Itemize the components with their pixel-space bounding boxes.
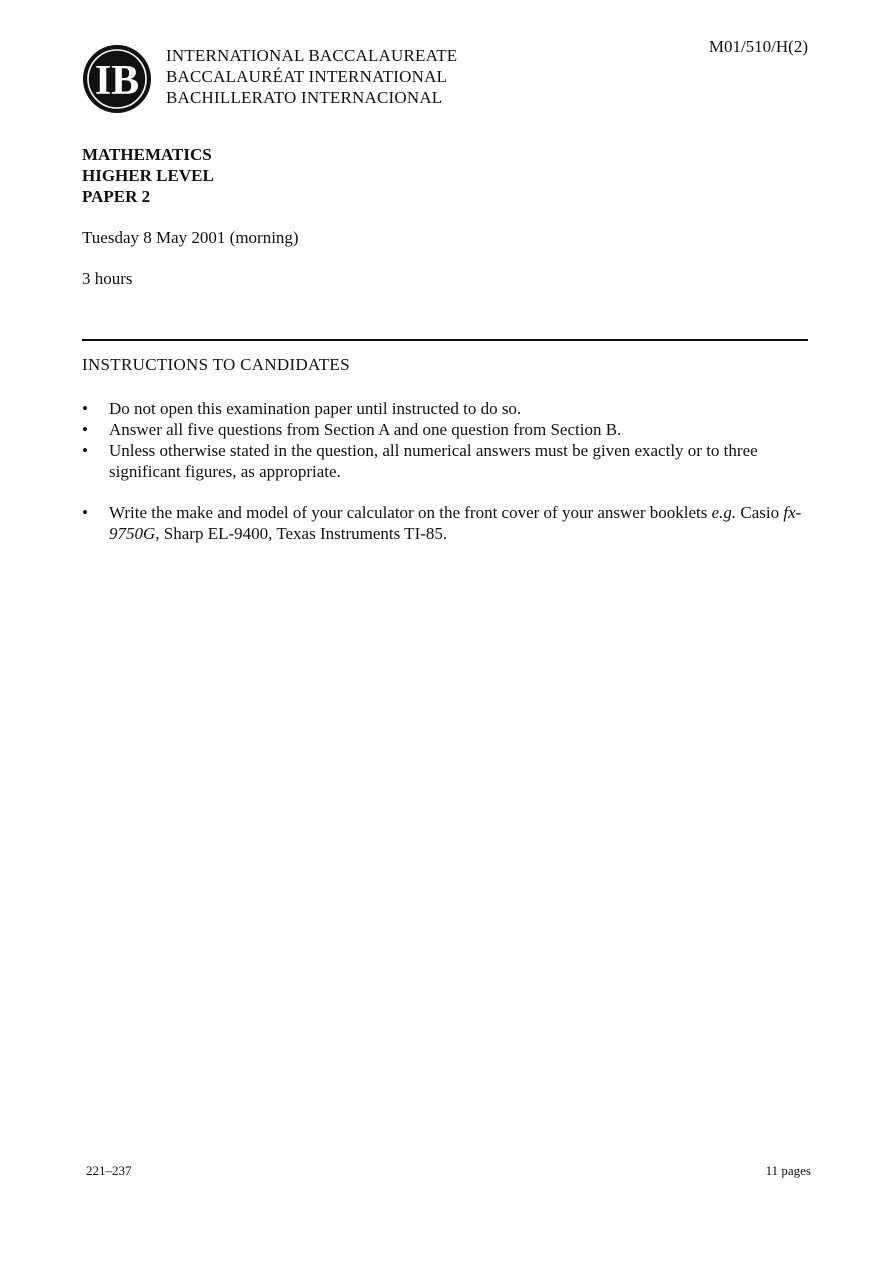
bullet: • <box>82 399 88 418</box>
subject-paper: PAPER 2 <box>82 187 151 206</box>
exam-date: Tuesday 8 May 2001 (morning) <box>82 228 299 247</box>
list-item: • Unless otherwise stated in the question, all numerical answers must be given exactly or to three significant figures, as appropriate. <box>82 441 758 481</box>
org-name-english: INTERNATIONAL BACCALAUREATE <box>166 46 458 65</box>
page-count: 11 pages <box>765 1163 811 1178</box>
svg-text:IB: IB <box>94 58 140 104</box>
list-item-calculator: • Write the make and model of your calculator on the front cover of your answer booklets e.g. Casio fx-9750G, Sharp EL-9400, Texas Instruments TI-85. <box>82 503 802 543</box>
subject-level: HIGHER LEVEL <box>82 166 214 185</box>
subject-title: MATHEMATICS <box>82 145 212 164</box>
ib-logo-icon <box>82 44 152 114</box>
org-name-french: BACCALAURÉAT INTERNATIONAL <box>166 67 448 86</box>
bullet: • <box>82 503 88 522</box>
list-item: • Do not open this examination paper until instructed to do so. <box>82 399 522 418</box>
bullet: • <box>82 420 88 439</box>
divider <box>82 339 808 341</box>
instructions-list <box>82 398 808 544</box>
paper-reference-number: 221–237 <box>86 1163 132 1178</box>
paper-code: M01/510/H(2) <box>708 37 808 56</box>
org-name-spanish: BACHILLERATO INTERNACIONAL <box>166 88 443 107</box>
instructions-title: INSTRUCTIONS TO CANDIDATES <box>82 355 350 374</box>
bullet: • <box>82 441 88 460</box>
subject-block <box>82 144 214 207</box>
list-item: • Answer all five questions from Section A and one question from Section B. <box>82 420 622 439</box>
exam-duration: 3 hours <box>82 269 133 288</box>
organization-names <box>166 45 457 108</box>
